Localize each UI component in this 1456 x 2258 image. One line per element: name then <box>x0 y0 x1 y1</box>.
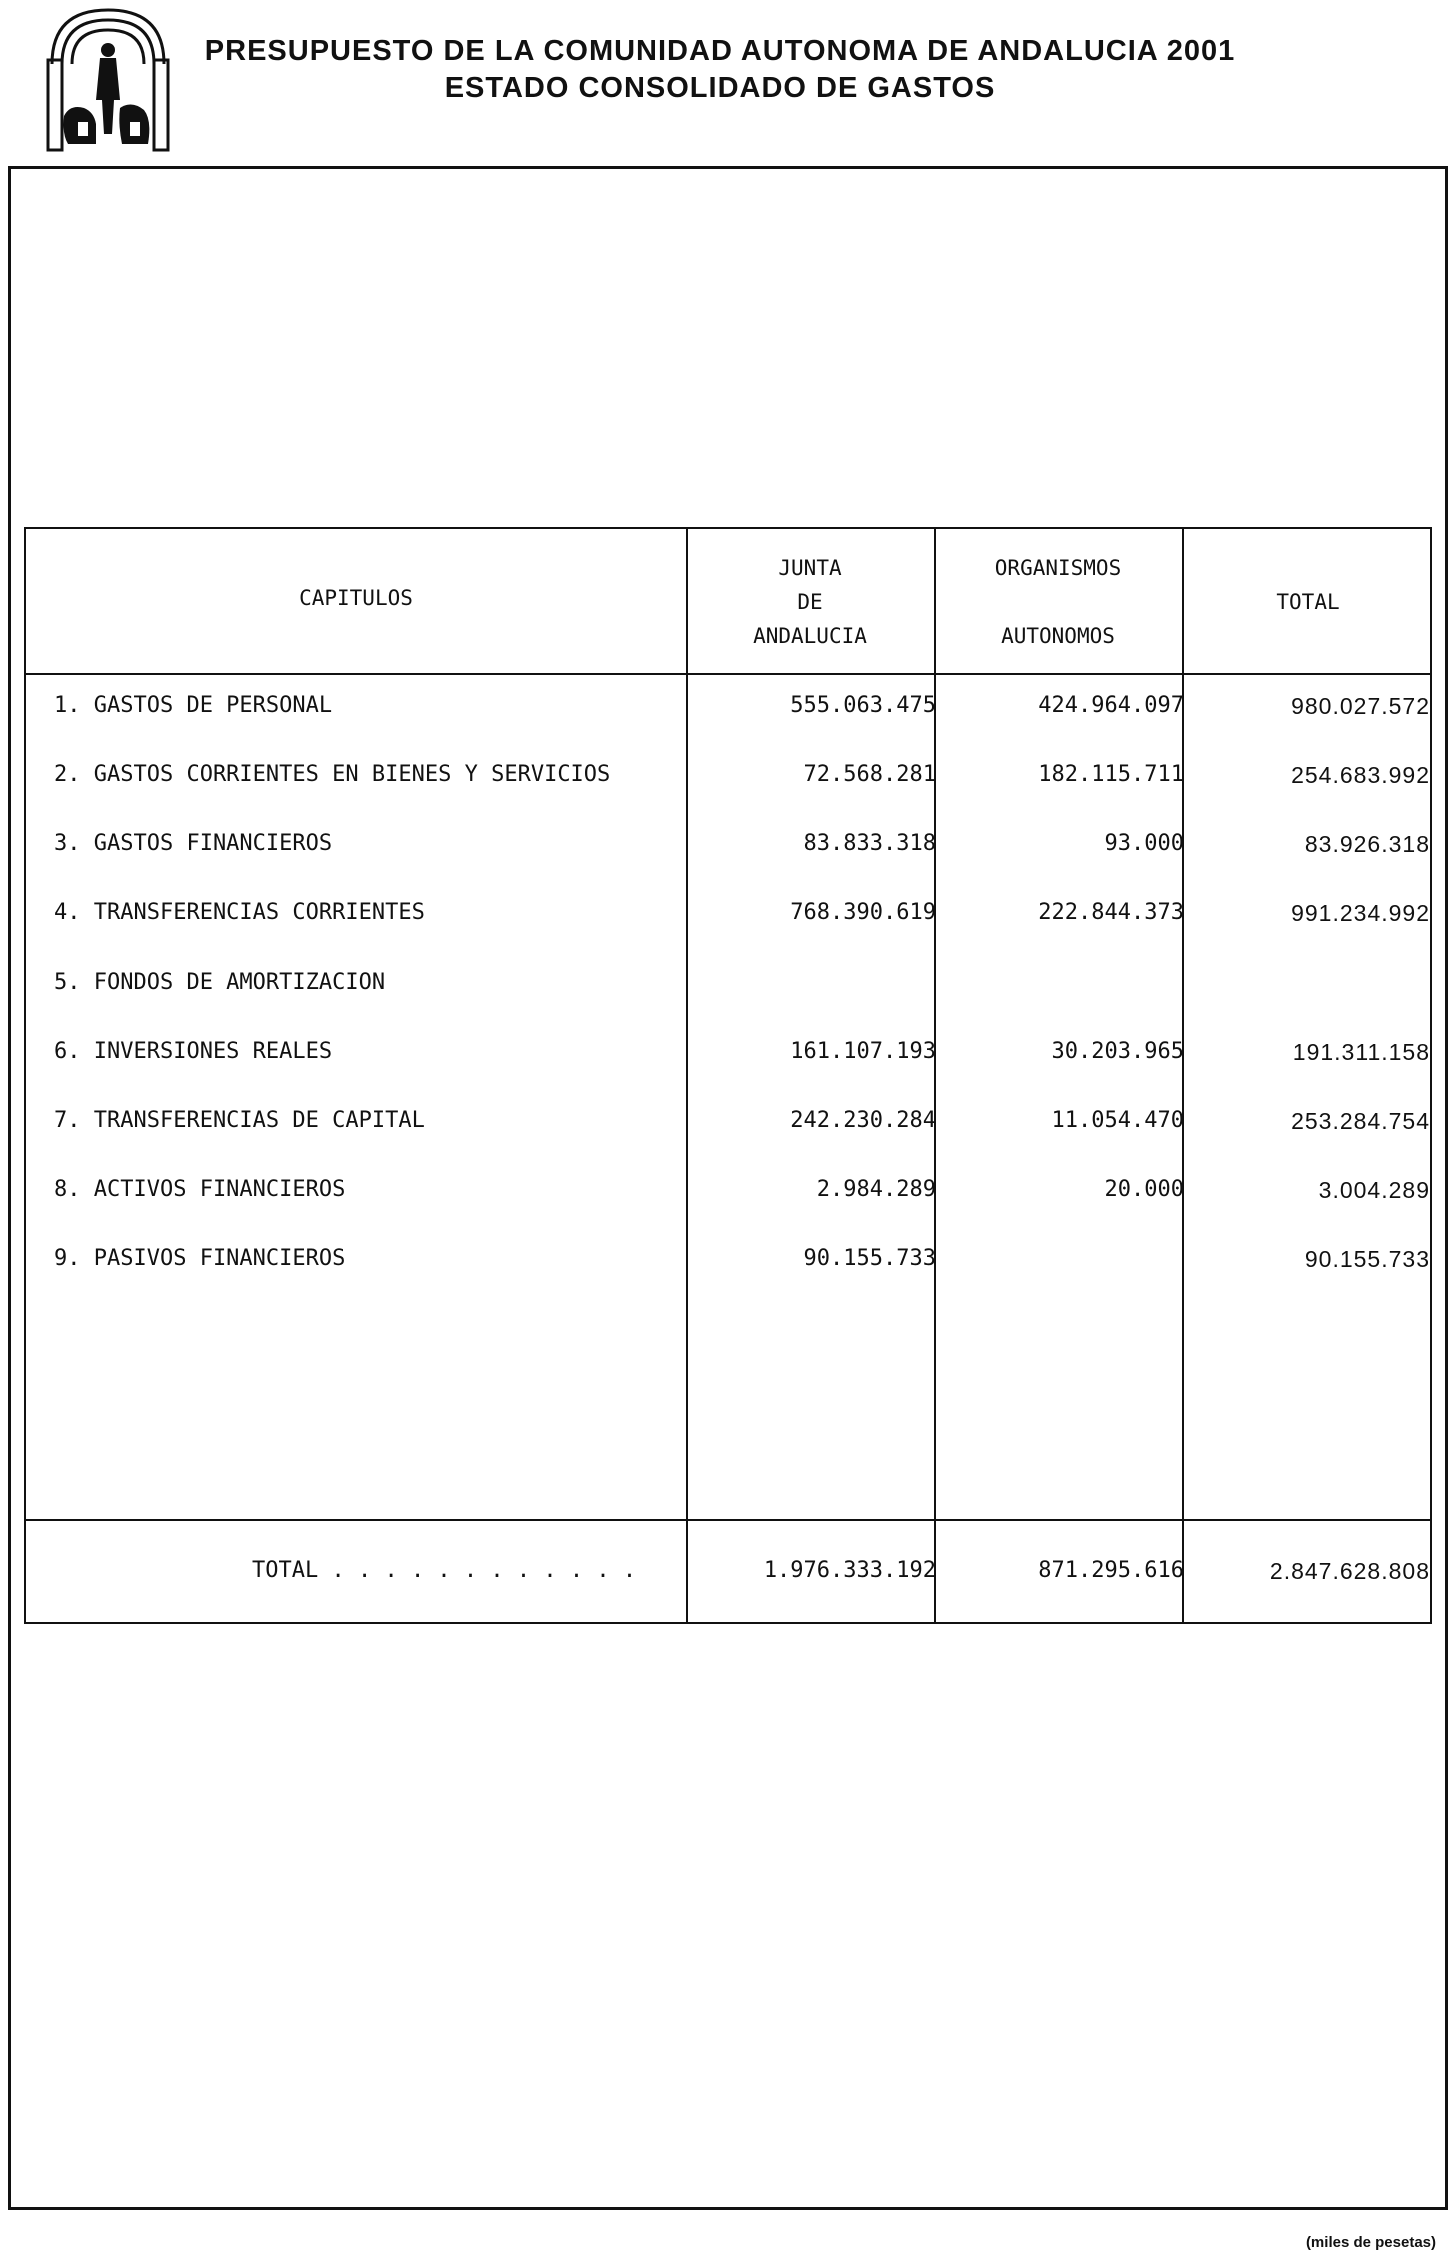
junta-value: 768.390.619 <box>790 900 936 925</box>
total-value: 991.234.992 <box>1291 900 1430 926</box>
page-subtitle: ESTADO CONSOLIDADO DE GASTOS <box>444 72 996 104</box>
header-junta: JUNTA DE ANDALUCIA <box>753 556 867 648</box>
table-row <box>24 762 1432 802</box>
total-value: 3.004.289 <box>1318 1177 1430 1203</box>
row-label: 8. ACTIVOS FINANCIEROS <box>54 1177 346 1202</box>
page-title: PRESUPUESTO DE LA COMUNIDAD AUTONOMA DE ANDALUCIA 2001 <box>204 35 1236 67</box>
table-row <box>24 1039 1432 1079</box>
row-label: 1. GASTOS DE PERSONAL <box>54 693 333 718</box>
total-value: 191.311.158 <box>1292 1039 1430 1065</box>
row-label: 3. GASTOS FINANCIEROS <box>54 831 333 856</box>
junta-value: 242.230.284 <box>790 1108 936 1133</box>
junta-value: 90.155.733 <box>803 1246 936 1271</box>
total-label: TOTAL . . . . . . . . . . . . <box>252 1558 637 1583</box>
organismos-value: 93.000 <box>1104 831 1184 856</box>
grand-total-value: 2.847.628.808 <box>1269 1558 1430 1584</box>
header-total: TOTAL <box>1276 590 1340 614</box>
row-label: 4. TRANSFERENCIAS CORRIENTES <box>54 900 425 925</box>
total-value: 253.284.754 <box>1291 1108 1430 1134</box>
junta-value: 72.568.281 <box>803 762 936 787</box>
junta-value: 83.833.318 <box>803 831 936 856</box>
junta-total-value: 1.976.333.192 <box>763 1558 936 1583</box>
organismos-value: 20.000 <box>1104 1177 1184 1202</box>
organismos-total-value: 871.295.616 <box>1038 1558 1184 1583</box>
header-organismos: ORGANISMOS AUTONOMOS <box>994 556 1122 648</box>
organismos-value: 11.054.470 <box>1051 1108 1184 1133</box>
total-value: 980.027.572 <box>1291 693 1430 719</box>
row-label: 2. GASTOS CORRIENTES EN BIENES Y SERVICIOS <box>54 762 611 787</box>
junta-value: 161.107.193 <box>790 1039 936 1064</box>
table-row <box>24 900 1432 940</box>
row-label: 7. TRANSFERENCIAS DE CAPITAL <box>54 1108 425 1133</box>
row-label: 5. FONDOS DE AMORTIZACION <box>54 970 386 995</box>
row-label: 9. PASIVOS FINANCIEROS <box>54 1246 346 1271</box>
table-row <box>24 1108 1432 1148</box>
total-value: 83.926.318 <box>1304 831 1430 857</box>
table-row <box>24 831 1432 871</box>
total-value: 90.155.733 <box>1304 1246 1430 1272</box>
table-row <box>24 693 1432 733</box>
row-label: 6. INVERSIONES REALES <box>54 1039 333 1064</box>
junta-value: 555.063.475 <box>790 693 936 718</box>
organismos-value: 222.844.373 <box>1038 900 1184 925</box>
units-footnote: (miles de pesetas) <box>1305 2234 1436 2251</box>
table-row <box>24 970 1432 1010</box>
organismos-value: 424.964.097 <box>1038 693 1184 718</box>
table-row <box>24 1177 1432 1217</box>
junta-value: 2.984.289 <box>816 1177 936 1202</box>
table-row <box>24 1246 1432 1286</box>
table-total-row <box>24 1558 1432 1598</box>
total-value: 254.683.992 <box>1291 762 1430 788</box>
organismos-value: 30.203.965 <box>1051 1039 1184 1064</box>
header-capitulos: CAPITULOS <box>299 586 413 610</box>
organismos-value: 182.115.711 <box>1038 762 1184 787</box>
